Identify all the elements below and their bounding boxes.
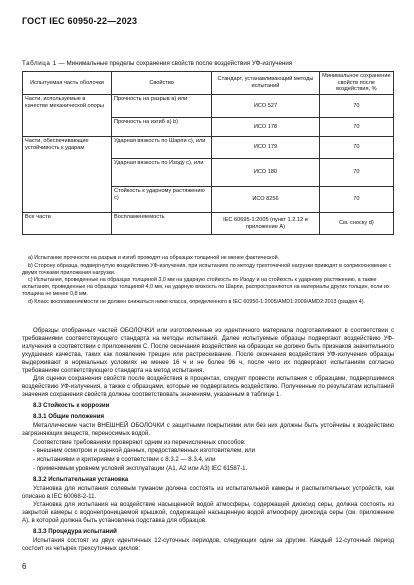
table-cell-standard: ИСО 527 bbox=[212, 95, 320, 118]
table-cell-standard: IEC 60695-1:2005 (пункт 1.2.12 и приложение А) bbox=[212, 213, 320, 235]
table-cell-part: Части, используемые в качестве механической опоры bbox=[23, 95, 112, 137]
section-heading: 8.3.3 Процедура испытаний bbox=[33, 527, 117, 535]
paragraph: Соответствие требованиям проверяют одним из перечисленных способов: bbox=[33, 438, 246, 446]
section-heading: 8.3 Стойкость к коррозии bbox=[33, 402, 110, 410]
footnote: b) Сторону образца, подвергнутую воздействию УФ-излучения, при испытаниях по методу трехточечной нагрузки приводят в соприкосновение с двумя точками приложения нагрузки. bbox=[22, 262, 392, 276]
table-header-cell: Минимальное сохранение свойств после воздействия, % bbox=[319, 72, 393, 95]
table-row bbox=[23, 213, 394, 235]
paragraph: Образцы отобранных частей ОБОЛОЧКИ или изготовленные из идентичного материала подготавливают в соответствии с требованиями соответствующего стандарта на методы испытаний. Далее испытуемые образцы подвергают воздействию УФ-излучения в соответствии с приложением С. После окончания воздействия на образцах не должно быть признаков значительного ухудшения качества, таких как появление трещин или растрескивание. После окончания воздействия УФ-излучения образцы выдерживают в нормальных условиях не менее 16 ч и не более 96 ч, после чего их подвергают испытаниям согласно требованиям соответствующего стандарта на метод испытания. bbox=[22, 327, 394, 374]
table-footnotes bbox=[22, 255, 394, 306]
retention-table bbox=[22, 71, 394, 235]
table-caption-text: — Минимальные пределы сохранения свойств после воздействия УФ-излучения bbox=[56, 60, 293, 67]
table-cell-part: Части, обеспечивающие устойчивость к ударам bbox=[23, 137, 112, 213]
table-header-cell: Испытуемая часть оболочки bbox=[23, 72, 112, 95]
paragraph: Металлические части ВНЕШНЕЙ ОБОЛОЧКИ с защитными покрытиями или без них должны быть устойчивы к воздействию загрязняющих веществ, переносимых водой. bbox=[22, 421, 394, 437]
section-heading: 8.3.2 Испытательная установка bbox=[33, 475, 129, 483]
paragraph: - применимым уровнем условий эксплуатации (А1, А2 или А3) IEC 61587-1. bbox=[33, 464, 248, 472]
table-cell-value: 70 bbox=[319, 95, 393, 118]
table-header-cell: Свойство bbox=[112, 72, 212, 95]
table-cell-property: Прочность на разрыв a) или bbox=[112, 95, 212, 118]
paragraph: Для оценки сохранения свойств после воздействия в процентах, следует провести испытания с образцами, подвергшимися воздействию УФ-излучения, а также с образцами, которые не подвергались воздействию. Полученные по результатам испытаний значения сохранения свойств должны соответствовать значениям, указанным в таблице 1. bbox=[22, 375, 394, 399]
paragraph: Испытания состоят из двух идентичных 12-суточных периодов, следующих один за другим. Каждый 12-суточный период состоит из четырех трехсуточных циклов: bbox=[22, 536, 394, 552]
footnote: c) Испытания, проведенные на образцах толщиной 3,0 мм на ударную стойкость по Изоду и на стойкость к ударному растяжению, а также испытания, проведенные на образцах толщиной 4,0 мм, на ударную вязкость по Шарпи, распространяются на материалы других толщин, если их толщина не менее 0,8 мм. bbox=[22, 277, 390, 297]
table-row bbox=[23, 137, 394, 159]
table-cell-property: Прочность на изгиб a) b) bbox=[112, 118, 212, 137]
table-row bbox=[23, 95, 394, 118]
document-header: ГОСТ IEC 60950-22—2023 bbox=[22, 16, 138, 26]
table-cell-property: Стойкость к ударному растяжению c) bbox=[112, 187, 212, 213]
body-text bbox=[22, 327, 394, 554]
section-heading: 8.3.1 Общие положения bbox=[33, 413, 105, 421]
table-cell-standard: ИСО 179 bbox=[212, 137, 320, 159]
table-cell-property: Ударная вязкость по Изоду c), или bbox=[112, 159, 212, 187]
footnote: d) Класс воспламеняемости не должен снижаться ниже класса, определенного в IEC 60950-1:2005/AMD1:2009/AMD2:2013 (раздел 4). bbox=[28, 298, 366, 305]
paragraph: - внешним осмотром и оценкой данных, предоставленных изготовителем, или bbox=[33, 447, 255, 455]
table-cell-standard: ИСО 180 bbox=[212, 159, 320, 187]
table-cell-standard: ИСО 8256 bbox=[212, 187, 320, 213]
table-cell-value: См. сноску d) bbox=[319, 213, 393, 235]
table-cell-standard: ИСО 178 bbox=[212, 118, 320, 137]
paragraph: Установка для испытания солевым туманом должна состоять из испытательной камеры и распылительных устройств, как описано в IEC 60068-2-11. bbox=[22, 484, 394, 500]
table-cell-property: Воспламеняемость bbox=[112, 213, 212, 235]
table-cell-property: Ударная вязкость по Шарпи c), или bbox=[112, 137, 212, 159]
table-caption-lead: Таблица 1 bbox=[22, 60, 57, 67]
table-header-row bbox=[23, 72, 394, 95]
table-cell-value: 70 bbox=[319, 137, 393, 159]
table-cell-part: Все части bbox=[23, 213, 112, 235]
table-cell-value: 70 bbox=[319, 159, 393, 187]
page-number: 6 bbox=[22, 562, 27, 571]
table-caption bbox=[22, 60, 292, 67]
paragraph: - испытаниями и критериями в соответствии с 8.3.2 — 8.3.4, или bbox=[33, 456, 216, 464]
table-header-cell: Стандарт, устанавливающий методы испытаний bbox=[212, 72, 320, 95]
table-cell-value: 70 bbox=[319, 187, 393, 213]
paragraph: Установка для испытания на воздействие насыщенной водой атмосферы, содержащей диоксид серы, должна состоять из закрытой камеры с водонепроницаемой крышкой, содержащей насыщенную водой атмосферу диоксида серы (см. приложение А), в которой должна быть установлена подставка для образцов. bbox=[22, 501, 394, 525]
footnote: a) Испытание прочности на разрыв и изгиб проводят на образцах толщиной не менее фактической. bbox=[28, 255, 280, 261]
table-cell-value: 70 bbox=[319, 118, 393, 137]
